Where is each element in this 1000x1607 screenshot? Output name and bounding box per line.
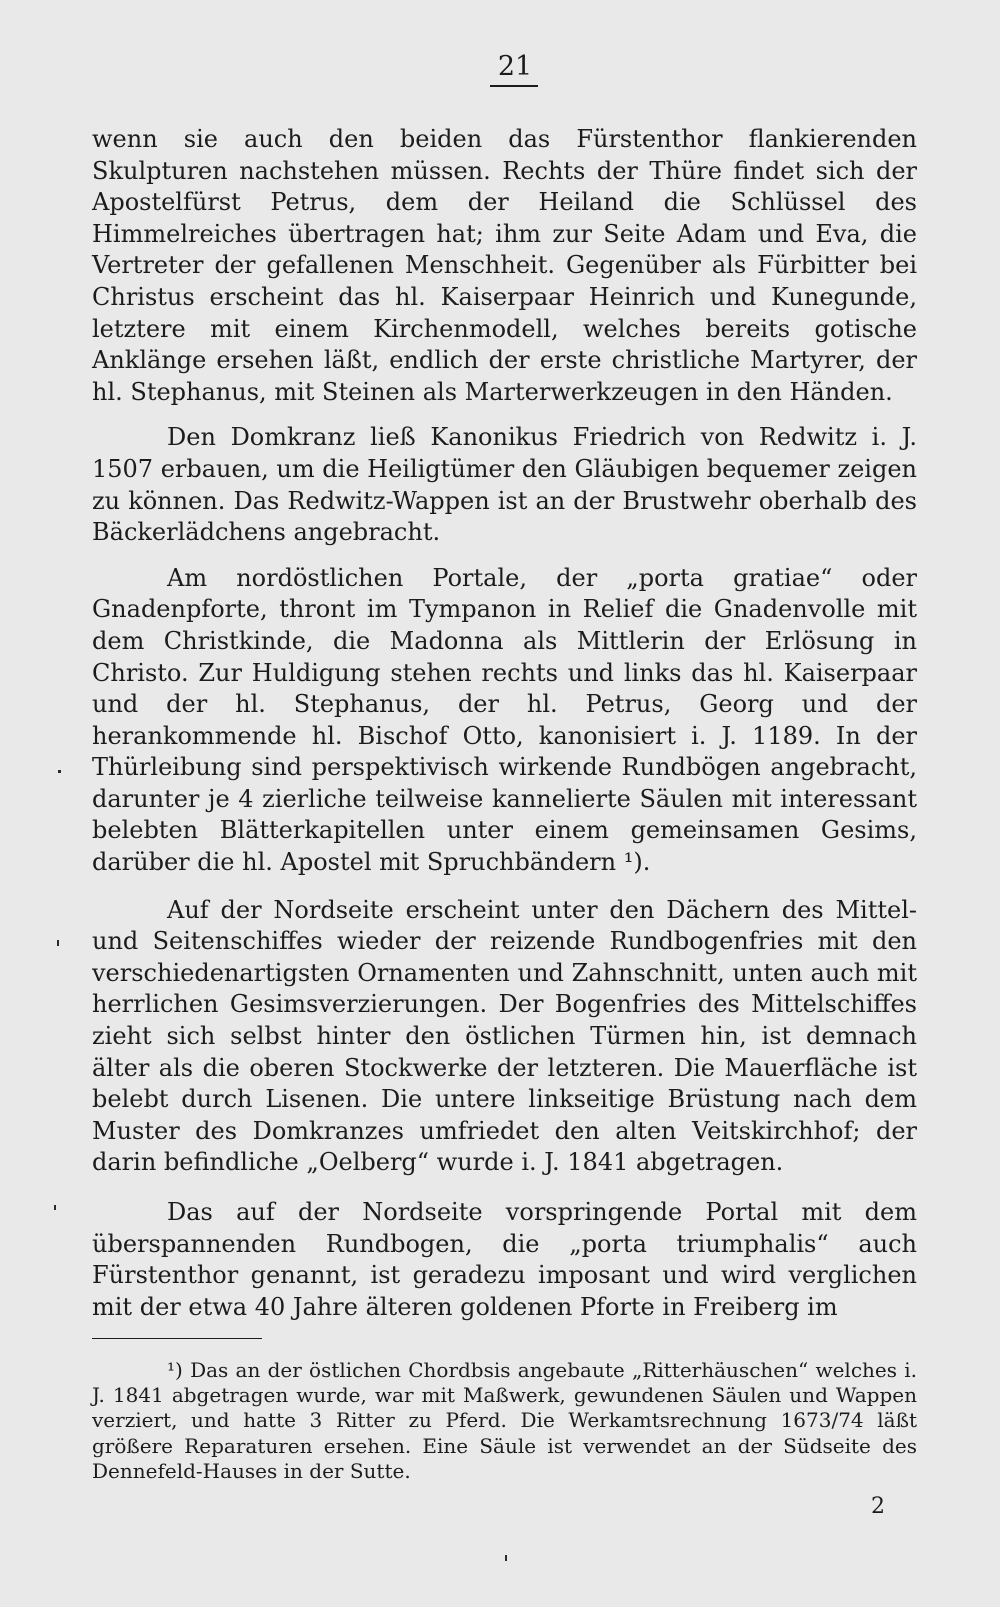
scan-speck: [505, 1555, 507, 1561]
body-text: [92, 124, 917, 1323]
printer-signature-mark: 2: [871, 1494, 885, 1519]
footnote: ¹) Das an der östlichen Chordbsis angebaute „Ritterhäuschen“ welches i. J. 1841 abgetragen wurde, war mit Maßwerk, gewundenen Säulen und Wappen verziert, und hatte 3 Ritter zu Pferd. Die Werkamtsrechnung 1673/74 läßt größere Reparaturen ersehen. Eine Säule ist verwendet an der Südseite des Dennefeld-Hauses in der Sutte.: [92, 1358, 917, 1483]
paragraph-domkranz: Den Domkranz ließ Kanonikus Friedrich von Redwitz i. J. 1507 erbauen, um die Heiligtümer den Gläubigen bequemer zeigen zu können. Das Redwitz-Wappen ist an der Brustwehr oberhalb des Bäckerlädchens angebracht.: [92, 423, 917, 547]
scan-speck: [54, 1205, 56, 1210]
paragraph-porta-gratiae: Am nordöstlichen Portale, der „porta gratiae“ oder Gnadenpforte, thront im Tympanon in Relief die Gnadenvolle mit dem Christkinde, die Madonna als Mittlerin der Erlösung in Christo. Zur Huldigung stehen rechts und links das hl. Kaiserpaar und der hl. Stephanus, der hl. Petrus, Georg und der herankommende hl. Bischof Otto, kanonisiert i. J. 1189. In der Thürleibung sind perspektivisch wirkende Rundbögen angebracht, darunter je 4 zierliche teilweise kannelierte Säulen mit interessant belebten Blätterkapitellen unter einem gemeinsamen Gesims, darüber die hl. Apostel mit Spruchbändern ¹).: [92, 563, 917, 877]
paragraph-nordseite: Auf der Nordseite erscheint unter den Dächern des Mittel- und Seitenschiffes wieder der reizende Rundbogenfries mit den verschiedenartigsten Ornamenten und Zahnschnitt, unten auch mit herrlichen Gesimsverzierungen. Der Bogenfries des Mittelschiffes zieht sich selbst hinter den östlichen Türmen hin, ist demnach älter als die oberen Stockwerke der letzteren. Die Mauerfläche ist belebt durch Lisenen. Die untere linkseitige Brüstung nach dem Muster des Domkranzes umfriedet den alten Veitskirchhof; der darin befindliche „Oelberg“ wurde i. J. 1841 abgetragen.: [92, 895, 917, 1177]
scan-speck: [57, 940, 59, 946]
paragraph-porta-triumphalis: Das auf der Nordseite vorspringende Portal mit dem überspannenden Rundbogen, die „porta triumphalis“ auch Fürstenthor genannt, ist geradezu imposant und wird verglichen mit der etwa 40 Jahre älteren goldenen Pforte in Freiberg im: [92, 1198, 917, 1321]
page-number: 21: [497, 51, 533, 82]
paragraph-skulpturen: wenn sie auch den beiden das Fürstenthor flankierenden Skulpturen nachstehen müssen. Rechts der Thüre findet sich der Apostelfürst Petrus, dem der Heiland die Schlüssel des Himmelreiches übertragen hat; ihm zur Seite Adam und Eva, die Vertreter der gefallenen Menschheit. Gegenüber als Fürbitter bei Christus erscheint das hl. Kaiserpaar Heinrich und Kunegunde, letztere mit einem Kirchenmodell, welches bereits gotische Anklänge ersehen läßt, endlich der erste christliche Martyrer, der hl. Stephanus, mit Steinen als Marterwerkzeugen in den Händen.: [92, 125, 917, 406]
footnote-separator: [92, 1338, 262, 1339]
page-number-underline: [490, 85, 538, 87]
scan-speck: [58, 770, 61, 773]
